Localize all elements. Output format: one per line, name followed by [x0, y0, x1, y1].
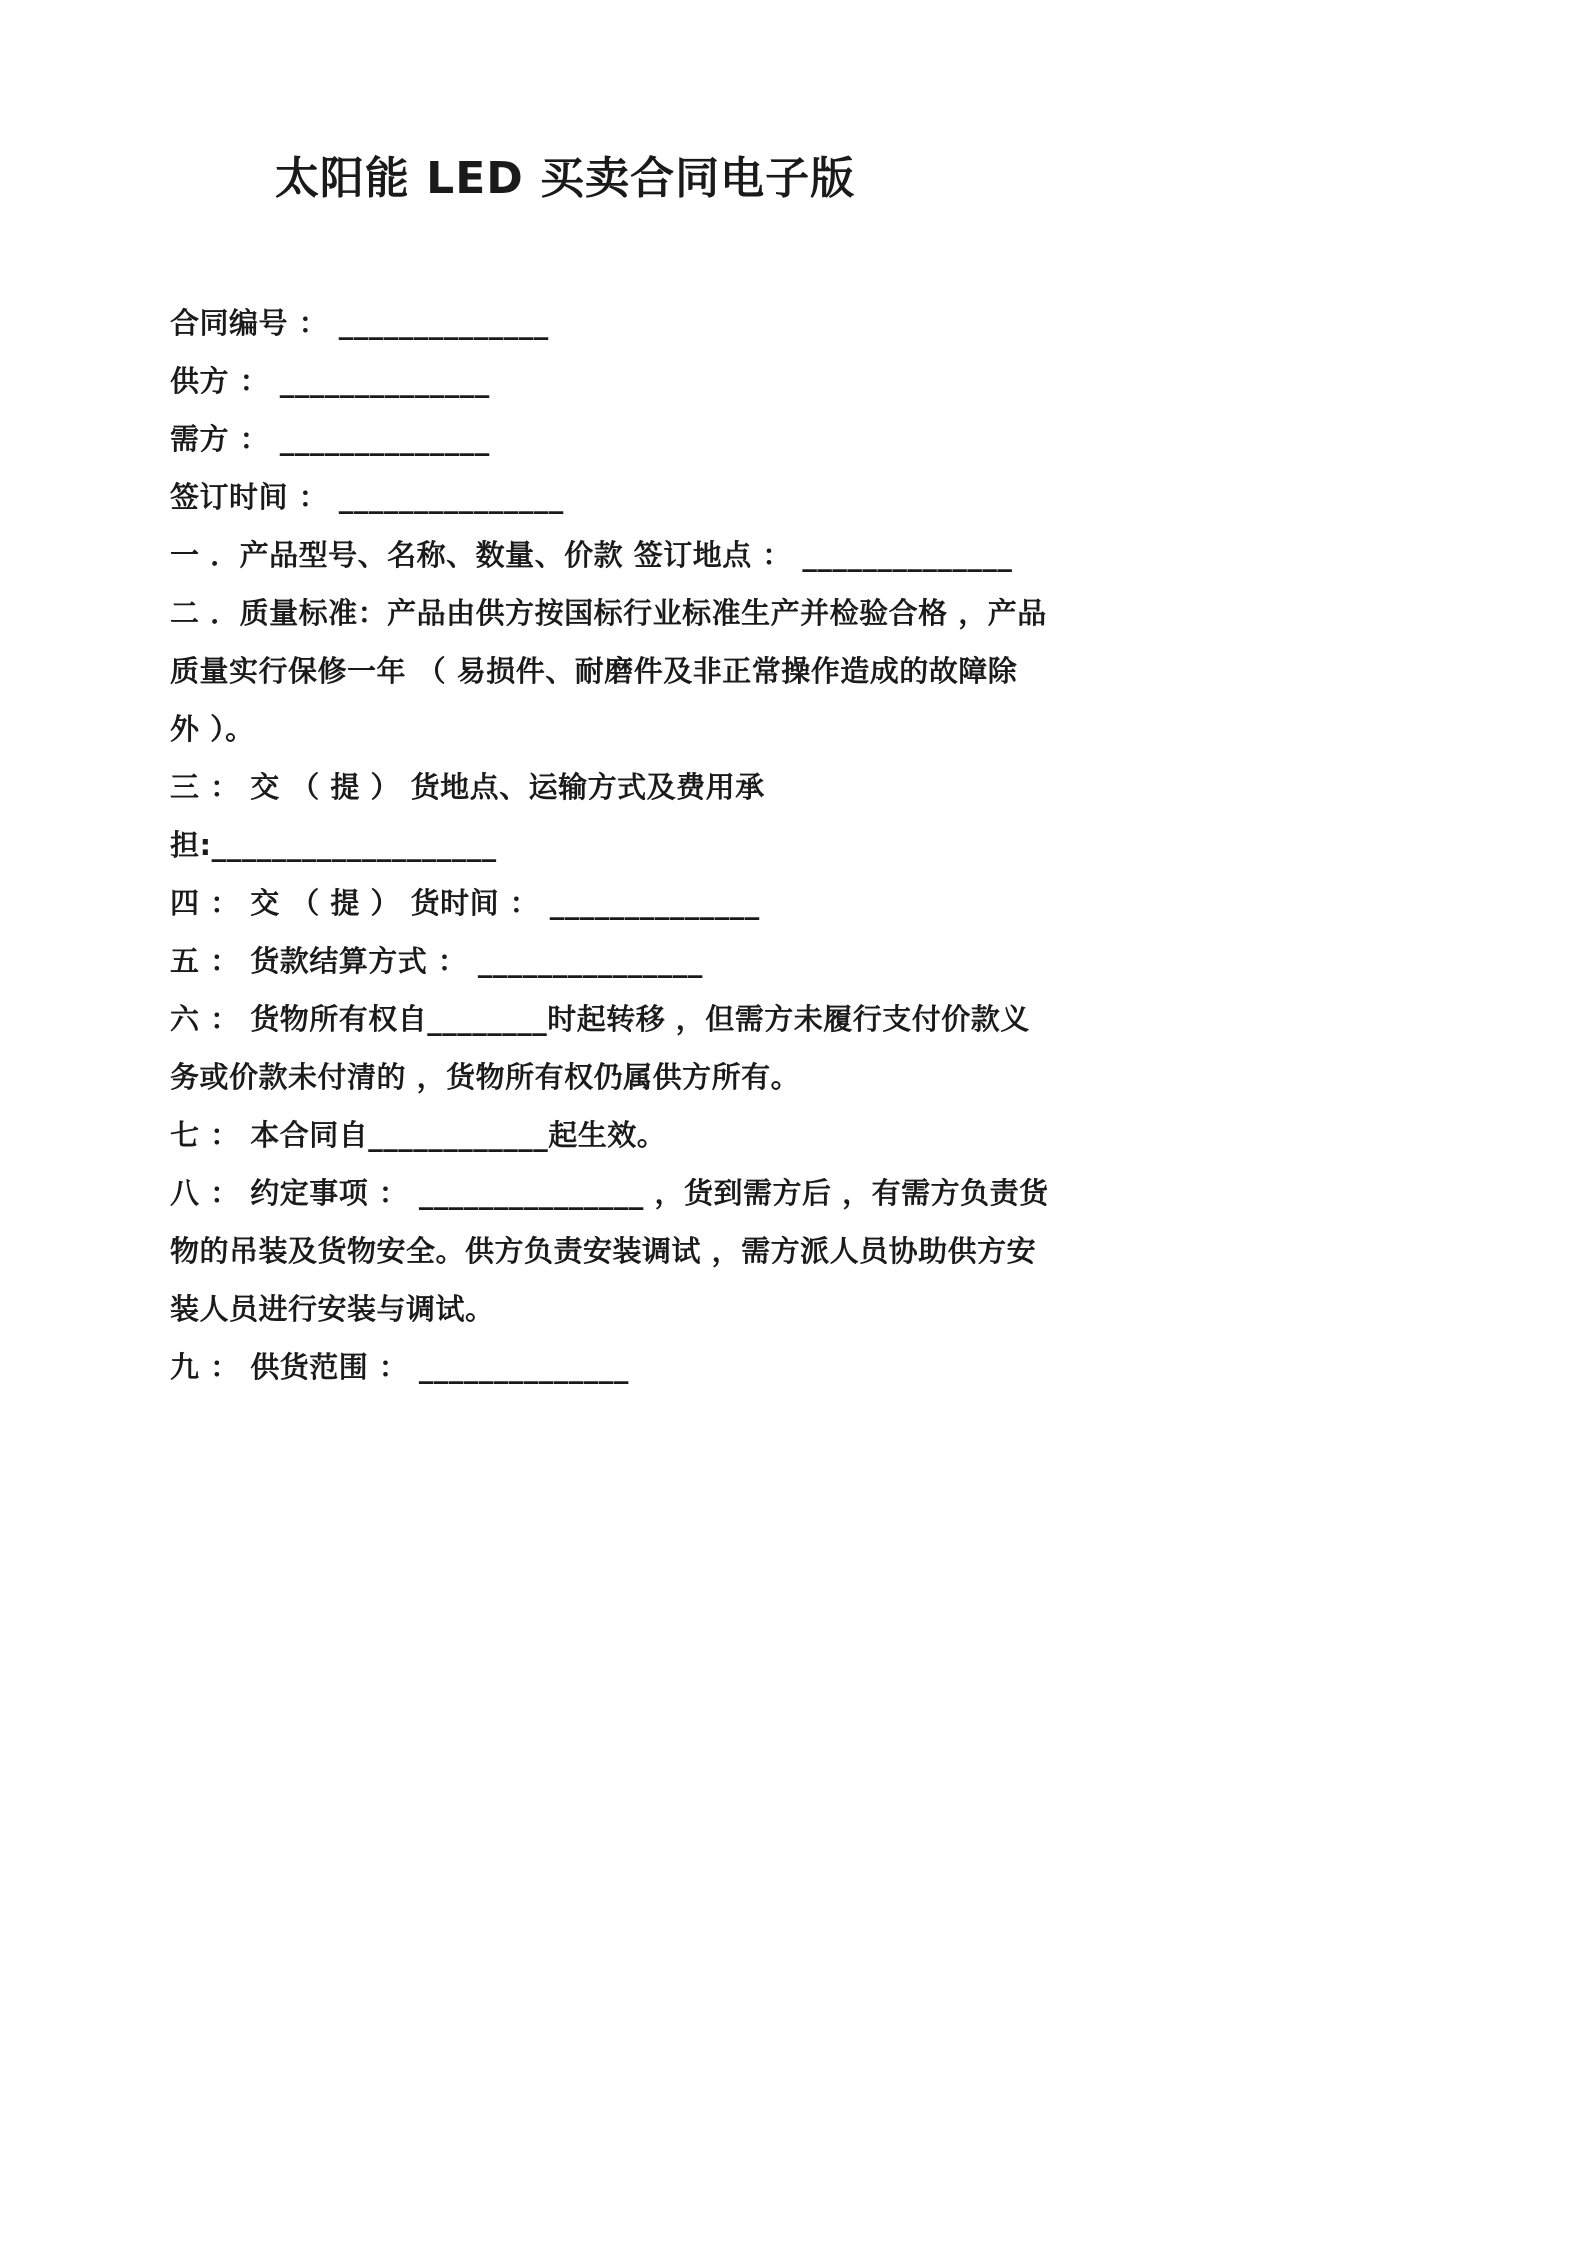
- document-line: 七 ： 本合同自____________起生效。: [170, 1118, 667, 1152]
- document-line: 八 ： 约定事项 ： _______________ ，货到需方后 ，有需方负责货: [170, 1176, 1049, 1210]
- document-line: 五 ： 货款结算方式 ： _______________: [170, 944, 703, 978]
- document-line: 担:___________________: [170, 828, 497, 862]
- document-line: 物的吊装及货物安全。供方负责安装调试 ，需方派人员协助供方安: [170, 1234, 1037, 1268]
- document-line: 九 ： 供货范围 ： ______________: [170, 1350, 629, 1384]
- document-line: 三 ： 交 （ 提 ） 货地点、运输方式及费用承: [170, 770, 765, 804]
- document-line: 需方 ： ______________: [170, 422, 490, 456]
- document-line: 二 ．质量标准：产品由供方按国标行业标准生产并检验合格 ，产品: [170, 596, 1047, 630]
- document-line: 质量实行保修一年 （ 易损件、耐磨件及非正常操作造成的故障除: [170, 654, 1018, 688]
- document-line: 合同编号 ： ______________: [170, 306, 549, 340]
- document-line: 签订时间 ： _______________: [170, 480, 564, 514]
- document-line: 一 ．产品型号、名称、数量、价款 签订地点 ： ______________: [170, 538, 1013, 572]
- document-title: 太阳能 LED 买卖合同电子版: [274, 153, 856, 204]
- document-line: 四 ： 交 （ 提 ） 货时间 ： ______________: [170, 886, 760, 920]
- document-lines: [170, 294, 1049, 1396]
- document-body: [170, 148, 1049, 1396]
- document-line: 装人员进行安装与调试。: [170, 1292, 495, 1326]
- document-line: 六 ： 货物所有权自________时起转移 ，但需方未履行支付价款义: [170, 1002, 1030, 1036]
- document-line: 供方 ： ______________: [170, 364, 490, 398]
- document-line: 外 ）。: [170, 712, 255, 746]
- document-line: 务或价款未付清的 ，货物所有权仍属供方所有。: [170, 1060, 801, 1094]
